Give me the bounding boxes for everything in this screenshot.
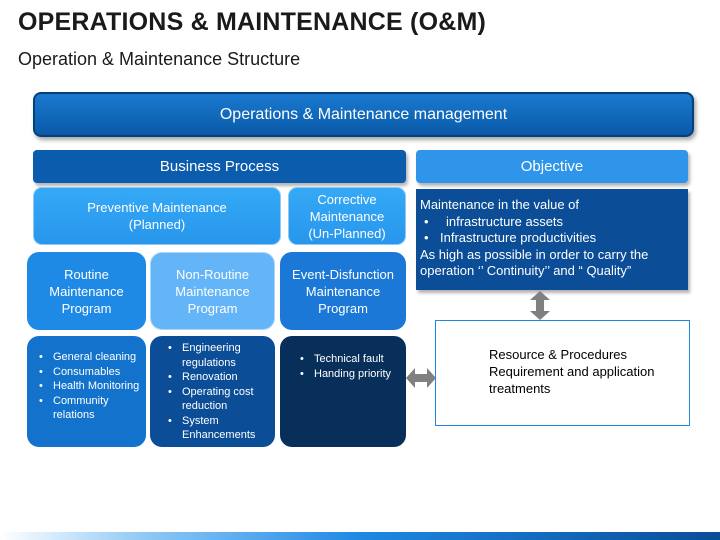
resource-procedures-box [435,320,690,426]
list-item: • Health Monitoring [53,379,142,394]
program-line: Maintenance [305,283,381,299]
event-disfunction-program-box [280,252,406,330]
management-box: Operations & Maintenance management [33,92,694,137]
list-item: • Community relations [53,394,142,423]
objective-bullet: • infrastructure assets [420,214,684,231]
program-line: Event-Disfunction [292,266,394,282]
preventive-maintenance-box [33,187,281,245]
preventive-line: (Planned) [128,217,186,232]
list-item: • Operating cost reduction [182,385,271,414]
objective-outro: As high as possible in order to carry the operation ‘’ Continuity’’ and “ Quality” [420,246,649,278]
list-item: • Consumables [53,365,142,380]
resource-line: Requirement and application treatments [489,364,655,396]
bottom-decorative-bar [0,532,720,540]
routine-program-box [27,252,146,330]
program-line: Program [318,300,368,316]
program-line: Non-Routine [175,266,249,282]
list-item: • Technical fault [314,352,402,367]
objective-text-box [416,189,688,290]
program-line: Maintenance [49,283,124,299]
list-item: • Engineering regulations [182,341,271,370]
list-item: • Handing priority [314,367,402,382]
preventive-line: Preventive Maintenance [87,200,227,215]
resource-line: Resource & Procedures [489,347,628,362]
objective-header: Objective [416,150,688,183]
corrective-line: Maintenance [309,208,385,224]
program-line: Program [187,300,238,316]
horizontal-double-arrow-icon [406,367,436,389]
business-process-header: Business Process [33,150,406,183]
objective-bullet: • Infrastructure productivities [420,230,684,247]
corrective-maintenance-box [288,187,406,245]
event-activities-list [280,336,406,447]
program-line: Routine [64,266,109,282]
program-line: Program [61,300,112,316]
list-item: • System Enhancements [182,414,271,443]
list-item: • Renovation [182,370,271,385]
vertical-double-arrow-icon [529,291,551,320]
corrective-line: Corrective [317,191,377,207]
program-line: Maintenance [175,283,250,299]
page-title: OPERATIONS & MAINTENANCE (O&M) [18,8,487,36]
list-item: • General cleaning [53,350,142,365]
routine-activities-list [27,336,146,447]
corrective-line: (Un-Planned) [308,225,386,241]
objective-intro: Maintenance in the value of [420,197,579,212]
non-routine-activities-list [150,336,275,447]
page-subtitle: Operation & Maintenance Structure [18,49,301,69]
non-routine-program-box [150,252,275,330]
